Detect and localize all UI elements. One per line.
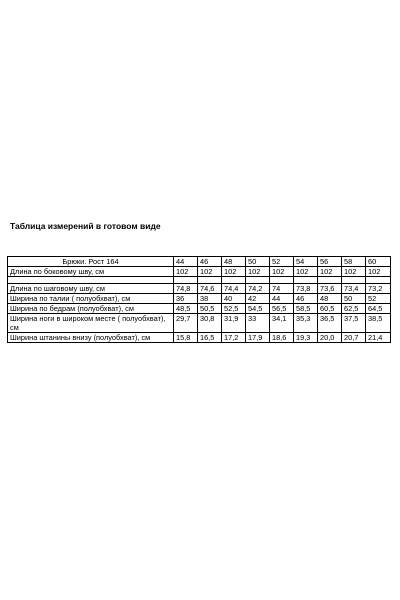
empty-cell — [198, 277, 222, 284]
size-header-cell: 54 — [294, 257, 318, 267]
size-header-cell: 50 — [246, 257, 270, 267]
row-label: Ширина по талии ( полуобхват), см — [8, 294, 174, 304]
row-label: Длина по шаговому шву, см — [8, 284, 174, 294]
value-cell: 37,5 — [342, 314, 366, 333]
value-cell: 46 — [294, 294, 318, 304]
value-cell: 62,5 — [342, 304, 366, 314]
value-cell: 73,8 — [294, 284, 318, 294]
size-header-cell: 48 — [222, 257, 246, 267]
value-cell: 60,5 — [318, 304, 342, 314]
value-cell: 29,7 — [174, 314, 198, 333]
table-row — [8, 314, 391, 333]
value-cell: 31,9 — [222, 314, 246, 333]
value-cell: 36 — [174, 294, 198, 304]
value-cell: 30,8 — [198, 314, 222, 333]
empty-cell — [294, 277, 318, 284]
page-title: Таблица измерений в готовом виде — [10, 221, 161, 231]
spacer-row — [8, 277, 391, 284]
value-cell: 20,7 — [342, 333, 366, 343]
value-cell: 48 — [318, 294, 342, 304]
value-cell: 50,5 — [198, 304, 222, 314]
size-header-cell: 56 — [318, 257, 342, 267]
value-cell: 73,2 — [366, 284, 391, 294]
value-cell: 35,3 — [294, 314, 318, 333]
value-cell: 102 — [198, 267, 222, 277]
value-cell: 42 — [246, 294, 270, 304]
table-row — [8, 294, 391, 304]
measurements-table — [7, 256, 391, 343]
size-header-cell: 58 — [342, 257, 366, 267]
empty-cell — [318, 277, 342, 284]
empty-cell — [246, 277, 270, 284]
value-cell: 74,8 — [174, 284, 198, 294]
value-cell: 74,6 — [198, 284, 222, 294]
value-cell: 58,5 — [294, 304, 318, 314]
value-cell: 52,5 — [222, 304, 246, 314]
row-label: Ширина штанины внизу (полуобхват), см — [8, 333, 174, 343]
value-cell: 15,8 — [174, 333, 198, 343]
value-cell: 102 — [366, 267, 391, 277]
empty-cell — [270, 277, 294, 284]
value-cell: 19,3 — [294, 333, 318, 343]
empty-cell — [174, 277, 198, 284]
value-cell: 21,4 — [366, 333, 391, 343]
value-cell: 18,6 — [270, 333, 294, 343]
value-cell: 73,6 — [318, 284, 342, 294]
value-cell: 20,0 — [318, 333, 342, 343]
size-header-cell: 46 — [198, 257, 222, 267]
size-header-cell: 52 — [270, 257, 294, 267]
value-cell: 52 — [366, 294, 391, 304]
value-cell: 102 — [246, 267, 270, 277]
value-cell: 64,5 — [366, 304, 391, 314]
value-cell: 102 — [270, 267, 294, 277]
value-cell: 17,2 — [222, 333, 246, 343]
value-cell: 102 — [222, 267, 246, 277]
size-header-cell: 44 — [174, 257, 198, 267]
table-row — [8, 333, 391, 343]
value-cell: 74 — [270, 284, 294, 294]
value-cell: 54,5 — [246, 304, 270, 314]
table-row — [8, 267, 391, 277]
value-cell: 102 — [342, 267, 366, 277]
value-cell: 74,4 — [222, 284, 246, 294]
empty-cell — [366, 277, 391, 284]
value-cell: 102 — [174, 267, 198, 277]
value-cell: 102 — [294, 267, 318, 277]
value-cell: 40 — [222, 294, 246, 304]
row-label: Ширина по бедрам (полуобхват), см — [8, 304, 174, 314]
empty-cell — [8, 277, 174, 284]
value-cell: 44 — [270, 294, 294, 304]
value-cell: 16,5 — [198, 333, 222, 343]
value-cell: 73,4 — [342, 284, 366, 294]
empty-cell — [342, 277, 366, 284]
table-header-row — [8, 257, 391, 267]
empty-cell — [222, 277, 246, 284]
value-cell: 34,1 — [270, 314, 294, 333]
value-cell: 48,5 — [174, 304, 198, 314]
value-cell: 38,5 — [366, 314, 391, 333]
size-header-cell: 60 — [366, 257, 391, 267]
value-cell: 102 — [318, 267, 342, 277]
row-label: Длина по боковому шву, см — [8, 267, 174, 277]
value-cell: 17,9 — [246, 333, 270, 343]
table-row — [8, 284, 391, 294]
value-cell: 56,5 — [270, 304, 294, 314]
header-label: Брюки. Рост 164 — [8, 257, 174, 267]
value-cell: 50 — [342, 294, 366, 304]
row-label: Ширина ноги в широком месте ( полуобхват), см — [8, 314, 174, 333]
value-cell: 36,5 — [318, 314, 342, 333]
value-cell: 38 — [198, 294, 222, 304]
table-row — [8, 304, 391, 314]
value-cell: 74,2 — [246, 284, 270, 294]
value-cell: 33 — [246, 314, 270, 333]
